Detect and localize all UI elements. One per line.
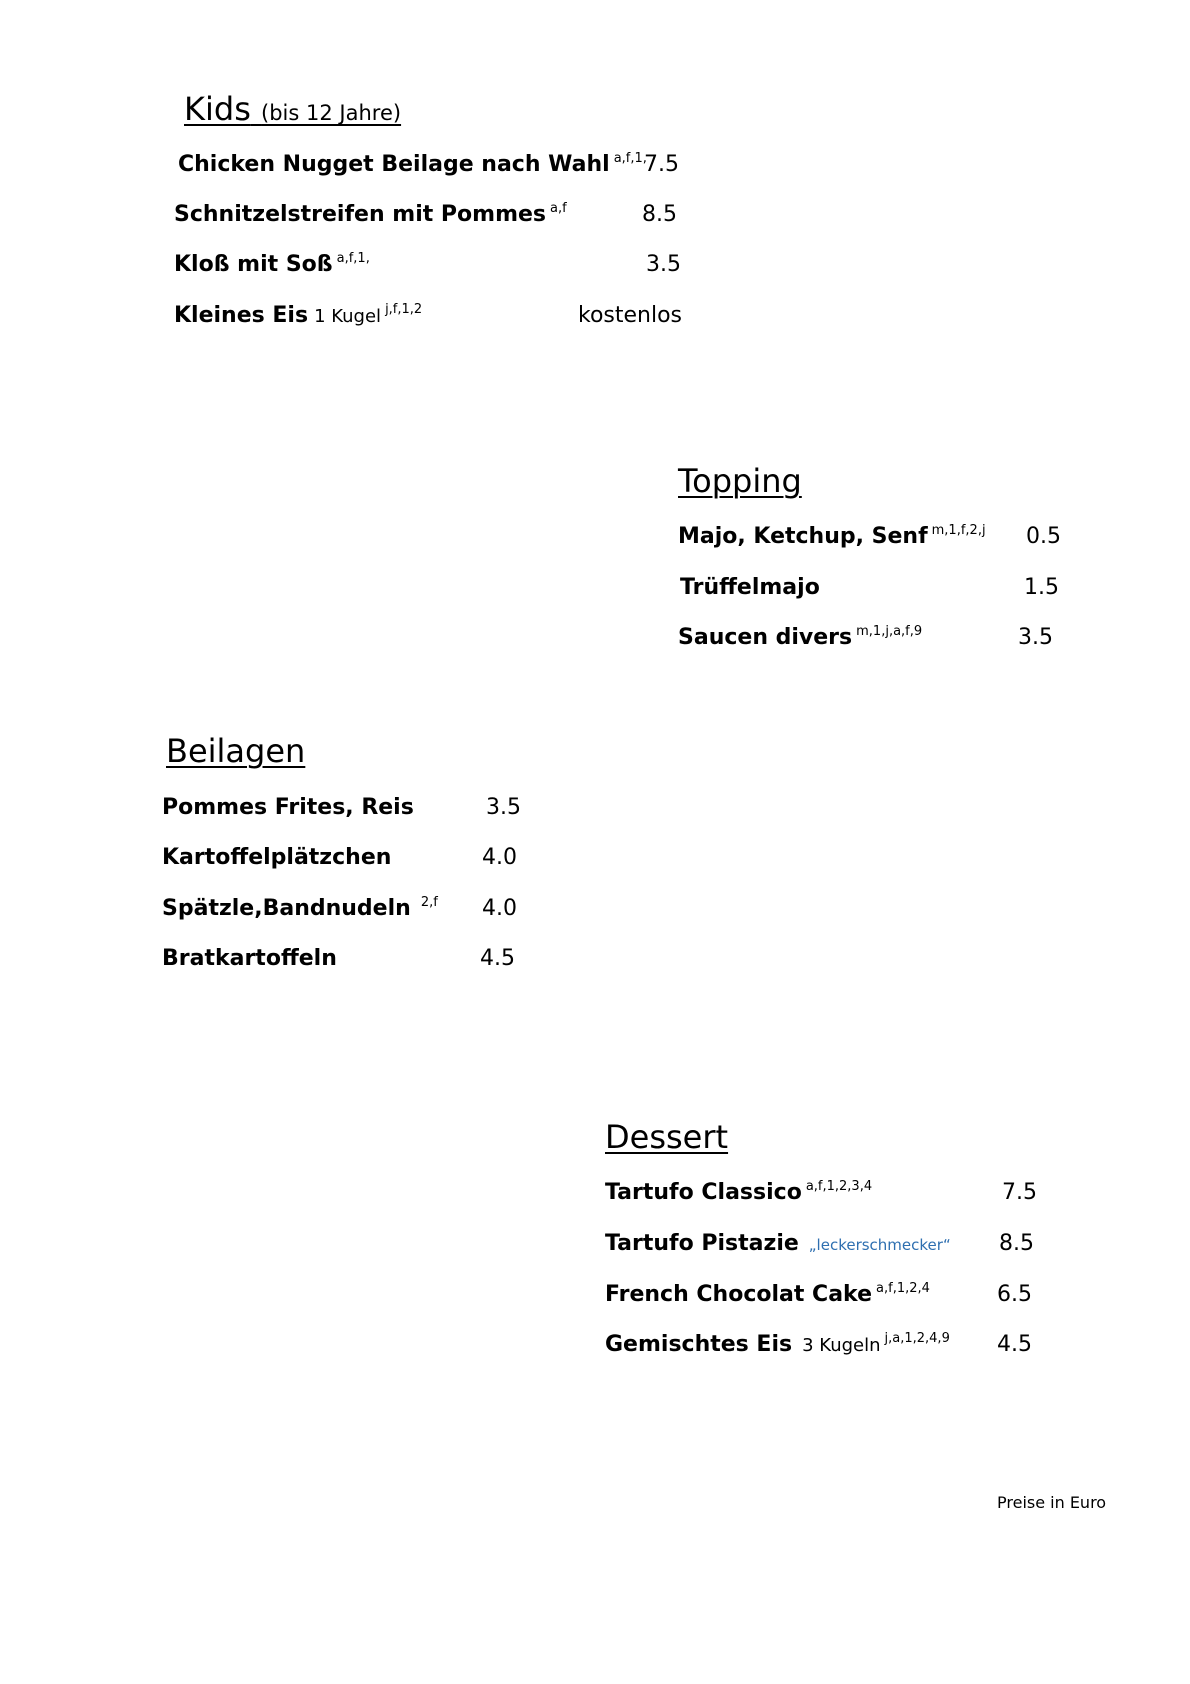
allergen-codes: m,1,j,a,f,9 [856, 624, 923, 639]
menu-item [605, 1231, 951, 1256]
item-price: 1.5 [1024, 575, 1059, 600]
item-price: 4.5 [997, 1332, 1032, 1357]
item-price: 0.5 [1026, 524, 1061, 549]
allergen-codes: a,f,1, [613, 151, 647, 166]
item-price: 4.0 [482, 896, 517, 921]
menu-item [678, 524, 986, 549]
item-name: Trüffelmajo [680, 575, 820, 600]
allergen-codes: j,f,1,2 [385, 302, 423, 317]
beilagen-section [162, 732, 562, 982]
dessert-section [605, 1118, 1085, 1368]
item-name: Kleines Eis [174, 303, 309, 328]
allergen-codes: a,f [550, 201, 567, 216]
topping-section [678, 462, 1098, 662]
menu-item [680, 575, 820, 600]
item-name: Chicken Nugget Beilage nach Wahl [178, 152, 610, 177]
item-price: 7.5 [644, 152, 679, 177]
dessert-heading: Dessert [605, 1118, 729, 1156]
menu-item [174, 202, 567, 227]
item-extra: 1 Kugel [314, 306, 382, 327]
item-name: Gemischtes Eis [605, 1332, 793, 1357]
topping-heading: Topping [678, 462, 802, 500]
item-name: Kartoffelplätzchen [162, 845, 392, 870]
item-price: 6.5 [997, 1282, 1032, 1307]
item-name: Pommes Frites, Reis [162, 795, 414, 820]
allergen-codes: a,f,1,2,4 [876, 1281, 930, 1296]
menu-item [174, 303, 422, 328]
menu-item [605, 1332, 950, 1357]
allergen-codes: a,f,1, [336, 251, 370, 266]
item-price: 4.0 [482, 845, 517, 870]
menu-item [162, 896, 438, 921]
price-currency-note: Preise in Euro [997, 1493, 1107, 1512]
allergen-codes: a,f,1,2,3,4 [805, 1179, 873, 1194]
item-name: Tartufo Pistazie [605, 1231, 799, 1256]
item-name: Tartufo Classico [605, 1180, 802, 1205]
menu-item [678, 625, 922, 650]
menu-item [178, 152, 647, 177]
beilagen-heading: Beilagen [166, 732, 306, 770]
menu-item [605, 1180, 872, 1205]
kids-section [174, 90, 714, 340]
menu-item [174, 252, 370, 277]
item-price: kostenlos [578, 303, 683, 328]
item-name: Kloß mit Soß [174, 252, 333, 277]
kids-heading [184, 90, 401, 128]
item-name: French Chocolat Cake [605, 1282, 873, 1307]
item-name: Schnitzelstreifen mit Pommes [174, 202, 547, 227]
item-name: Saucen divers [678, 625, 853, 650]
allergen-codes: 2,f [420, 895, 438, 910]
item-price: 3.5 [646, 252, 681, 277]
item-name: Spätzle,Bandnudeln [162, 896, 411, 921]
item-price: 3.5 [486, 795, 521, 820]
item-name: Bratkartoffeln [162, 946, 337, 971]
menu-item [162, 845, 391, 870]
item-note: „leckerschmecker“ [808, 1236, 951, 1254]
item-price: 8.5 [999, 1231, 1034, 1256]
kids-subtitle: (bis 12 Jahre) [261, 101, 402, 125]
item-extra: 3 Kugeln [802, 1335, 881, 1356]
item-name: Majo, Ketchup, Senf [678, 524, 928, 549]
menu-item [162, 946, 337, 971]
item-price: 3.5 [1018, 625, 1053, 650]
menu-item [162, 795, 414, 820]
allergen-codes: j,a,1,2,4,9 [884, 1331, 950, 1346]
item-price: 8.5 [642, 202, 677, 227]
kids-title: Kids [184, 90, 251, 128]
allergen-codes: m,1,f,2,j [931, 523, 986, 538]
item-price: 7.5 [1002, 1180, 1037, 1205]
menu-item [605, 1282, 930, 1307]
item-price: 4.5 [480, 946, 515, 971]
